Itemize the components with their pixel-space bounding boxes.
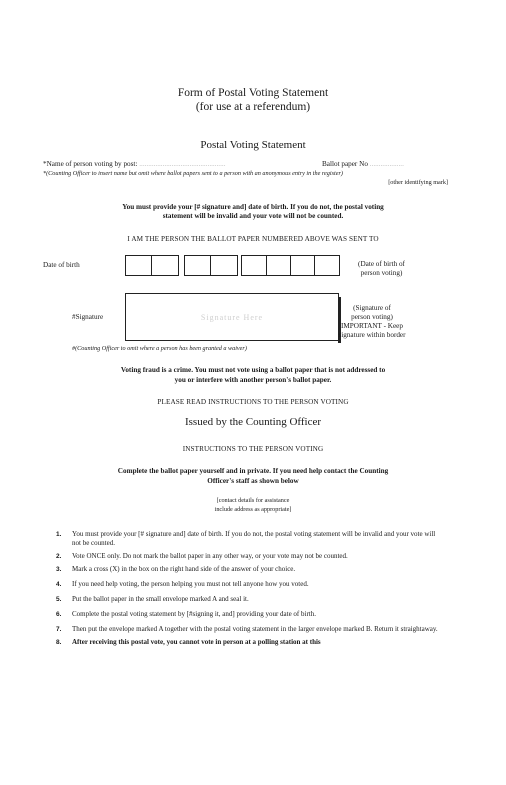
declaration: I AM THE PERSON THE BALLOT PAPER NUMBERED ABOVE WAS SENT TO bbox=[127, 235, 379, 243]
contact-line-2: include address as appropriate] bbox=[214, 506, 292, 513]
instruction-item: 4. If you need help voting, the person helping you must not tell anyone how you voted. bbox=[56, 580, 309, 588]
please-read: PLEASE READ INSTRUCTIONS TO THE PERSON VOTING bbox=[157, 398, 349, 406]
waiver-note: #(Counting Officer to omit where a person has been granted a waiver) bbox=[72, 345, 247, 352]
name-field[interactable]: ................................................ bbox=[139, 160, 226, 168]
warning-line-1: You must provide your [# signature and] date of birth. If you do not, the postal voting bbox=[122, 203, 384, 211]
instruction-item: 3. Mark a cross (X) in the box on the right hand side of the answer of your choice. bbox=[56, 565, 296, 573]
instructions-list bbox=[56, 530, 438, 647]
form-title: Form of Postal Voting Statement bbox=[177, 87, 329, 99]
instruction-item: 1. You must provide your [# signature and] date of birth. If you do not, the postal voting statement will be invalid and your vote will not be counted. bbox=[56, 530, 436, 547]
important-line-1: IMPORTANT - Keep bbox=[341, 322, 403, 330]
instruction-item: 5. Put the ballot paper in the small envelope marked A and seal it. bbox=[56, 595, 249, 603]
dob-day-field[interactable] bbox=[125, 255, 179, 276]
dob-caption-line-2: person voting) bbox=[360, 269, 403, 277]
signature-box[interactable] bbox=[125, 293, 339, 341]
instructions-heading: INSTRUCTIONS TO THE PERSON VOTING bbox=[182, 445, 324, 453]
name-line bbox=[43, 160, 333, 169]
contact-line-1: [contact details for assistance bbox=[216, 497, 290, 504]
signature-caption-line-1: (Signature of bbox=[353, 304, 391, 312]
instruction-item: 8. After receiving this postal vote, you cannot vote in person at a polling station at this bbox=[56, 638, 321, 646]
name-note: *(Counting Officer to insert name but omit where ballot papers sent to a person with an anonymous entry in the register) bbox=[43, 170, 343, 177]
name-label: *Name of person voting by post: bbox=[43, 160, 140, 168]
signature-caption-line-2: person voting) bbox=[351, 313, 393, 321]
dob-label: Date of birth bbox=[43, 261, 80, 269]
ballot-line bbox=[322, 160, 472, 169]
issued-by: Issued by the Counting Officer bbox=[184, 416, 322, 428]
important-line-2: signature within border bbox=[338, 331, 406, 339]
dob-year-field[interactable] bbox=[241, 255, 340, 276]
complete-line-1: Complete the ballot paper yourself and in private. If you need help contact the Counting bbox=[117, 467, 389, 475]
fraud-line-1: Voting fraud is a crime. You must not vote using a ballot paper that is not addressed to bbox=[120, 366, 386, 374]
signature-label: #Signature bbox=[72, 313, 104, 321]
instruction-item: 2. Vote ONCE only. Do not mark the ballot paper in any other way, or your vote may not be counted. bbox=[56, 552, 348, 560]
ballot-number-field[interactable]: ................... bbox=[369, 160, 404, 168]
ballot-label: Ballot paper No bbox=[322, 160, 370, 168]
dob-caption-line-1: (Date of birth of bbox=[358, 260, 405, 268]
dob-caption bbox=[344, 260, 419, 278]
other-identifying-mark: [other identifying mark] bbox=[388, 179, 448, 186]
signature-placeholder: Signature Here bbox=[200, 313, 264, 322]
warning-line-2: statement will be invalid and your vote will not be counted. bbox=[162, 212, 344, 220]
signature-caption bbox=[336, 304, 408, 340]
fraud-line-2: you or interfere with another person's ballot paper. bbox=[174, 376, 332, 384]
statement-title: Postal Voting Statement bbox=[200, 139, 306, 151]
dob-month-field[interactable] bbox=[184, 255, 238, 276]
complete-line-2: Officer's staff as shown below bbox=[207, 477, 299, 485]
instruction-item: 7. Then put the envelope marked A together with the postal voting statement in the larger envelope marked B. Return it straightaway. bbox=[56, 625, 438, 633]
form-subtitle: (for use at a referendum) bbox=[195, 101, 311, 113]
instruction-item: 6. Complete the postal voting statement by [#signing it, and] providing your date of birth. bbox=[56, 610, 316, 618]
